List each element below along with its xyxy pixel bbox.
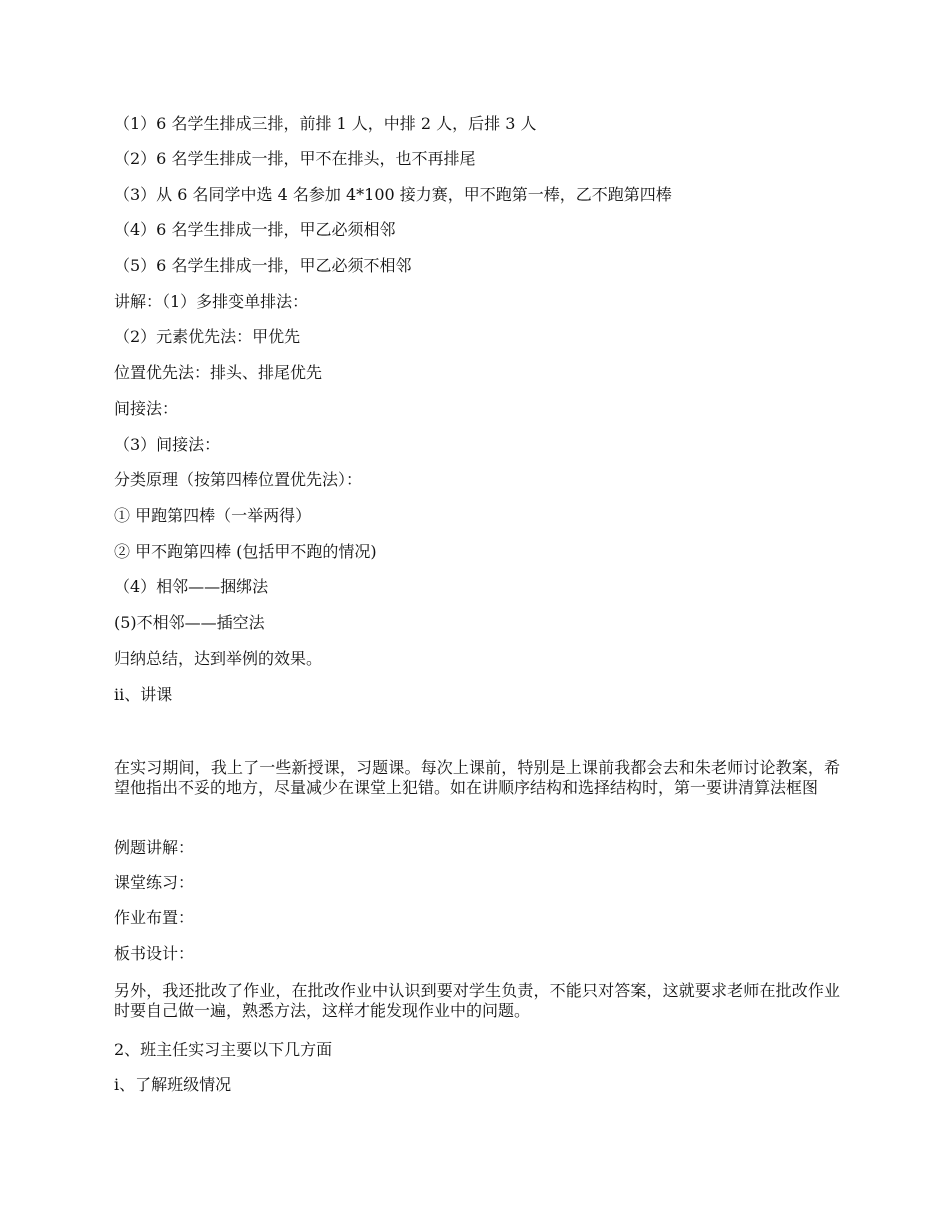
text-line-4: （4）6 名学生排成一排，甲乙必须相邻 bbox=[114, 220, 396, 239]
section-heading-lecture: ⅱ、讲课 bbox=[114, 685, 173, 704]
text-line-12: ① 甲跑第四棒（一举两得） bbox=[114, 506, 312, 525]
text-line-practice: 课堂练习： bbox=[114, 873, 195, 892]
text-line-5: （5）6 名学生排成一排，甲乙必须不相邻 bbox=[114, 256, 412, 275]
text-line-11: 分类原理（按第四棒位置优先法）： bbox=[114, 470, 363, 489]
text-line-13: ② 甲不跑第四棒 (包括甲不跑的情况) bbox=[114, 542, 377, 561]
text-line-2: （2）6 名学生排成一排，甲不在排头，也不再排尾 bbox=[114, 149, 476, 168]
text-line-15: (5)不相邻——插空法 bbox=[114, 613, 265, 632]
text-line-3: （3）从 6 名同学中选 4 名参加 4*100 接力赛，甲不跑第一棒，乙不跑第四棒 bbox=[114, 185, 672, 204]
text-line-board: 板书设计： bbox=[114, 944, 195, 963]
text-line-9: 间接法： bbox=[114, 399, 179, 418]
text-line-7: （2）元素优先法：甲优先 bbox=[114, 327, 301, 346]
paragraph-internship: 在实习期间，我上了一些新授课，习题课。每次上课前，特别是上课前我都会去和朱老师讨论教案，希望他指出不妥的地方，尽量减少在课堂上犯错。如在讲顺序结构和选择结构时，第一要讲清算法框图 bbox=[114, 758, 840, 797]
paragraph-grading: 另外，我还批改了作业，在批改作业中认识到要对学生负责，不能只对答案，这就要求老师在批改作业时要自己做一遍，熟悉方法，这样才能发现作业中的问题。 bbox=[114, 981, 840, 1020]
text-line-example: 例题讲解： bbox=[114, 838, 195, 857]
text-line-8: 位置优先法：排头、排尾优先 bbox=[114, 363, 323, 382]
text-line-1: （1）6 名学生排成三排，前排 1 人，中排 2 人，后排 3 人 bbox=[114, 114, 537, 133]
text-line-6: 讲解：（1）多排变单排法： bbox=[114, 292, 309, 311]
text-line-16: 归纳总结，达到举例的效果。 bbox=[114, 649, 323, 668]
text-line-10: （3）间接法： bbox=[114, 435, 221, 454]
text-line-14: （4）相邻——捆绑法 bbox=[114, 577, 269, 596]
section-heading-class-teacher: 2、班主任实习主要以下几方面 bbox=[114, 1040, 333, 1059]
section-heading-class-info: ⅰ、了解班级情况 bbox=[114, 1075, 232, 1094]
text-line-homework: 作业布置： bbox=[114, 908, 195, 927]
